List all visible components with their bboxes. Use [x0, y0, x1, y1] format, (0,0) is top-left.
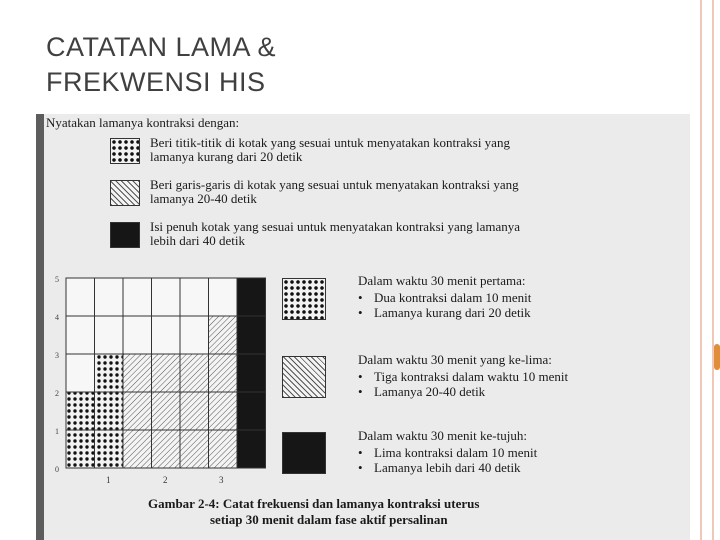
grid-cell-empty: [180, 316, 209, 354]
grid-cell-filled-dots: [95, 392, 124, 430]
example-bullet: • Lamanya kurang dari 20 detik: [358, 305, 531, 320]
example-block-first: [358, 273, 531, 320]
example-block-seventh: [358, 428, 537, 475]
grid-cell-empty: [66, 316, 95, 354]
grid-cell-filled-solid: [237, 316, 266, 354]
example-block-fifth: [358, 352, 568, 399]
grid-cell-filled-solid: [237, 354, 266, 392]
grid-x-label: 2: [163, 475, 168, 485]
grid-cell-filled-hatch: [209, 392, 238, 430]
figure-caption-line-2: setiap 30 menit dalam fase aktif persalinan: [210, 512, 448, 527]
example-bullet: • Lamanya 20-40 detik: [358, 384, 486, 399]
slide-title-line-2: FREKWENSI HIS: [46, 67, 266, 97]
legend-text-line: lamanya kurang dari 20 detik: [150, 149, 303, 164]
grid-cell-filled-hatch: [180, 430, 209, 468]
example-bullet: • Dua kontraksi dalam 10 menit: [358, 290, 532, 305]
grid-x-label: 3: [219, 475, 224, 485]
grid-cell-filled-hatch: [152, 392, 181, 430]
grid-cell-filled-hatch: [123, 354, 152, 392]
grid-cell-empty: [66, 354, 95, 392]
grid-cell-filled-hatch: [180, 392, 209, 430]
grid-x-label: 1: [106, 475, 111, 485]
example-swatch-hatched: [282, 356, 326, 398]
grid-cell-filled-dots: [95, 430, 124, 468]
example-bullet: • Lamanya lebih dari 40 detik: [358, 460, 521, 475]
slide-accent-mark: [714, 344, 720, 370]
grid-cell-filled-solid: [237, 278, 266, 316]
grid-cell-empty: [152, 278, 181, 316]
scanned-figure: [36, 114, 690, 540]
legend-text-line: lamanya 20-40 detik: [150, 191, 257, 206]
slide-title-line-1: CATATAN LAMA &: [46, 32, 277, 62]
grid-cell-empty: [123, 278, 152, 316]
grid-cell-filled-hatch: [152, 354, 181, 392]
grid-cell-filled-solid: [237, 430, 266, 468]
contraction-grid: [36, 114, 690, 540]
figure-intro-text: Nyatakan lamanya kontraksi dengan:: [46, 115, 240, 130]
grid-cell-empty: [95, 316, 124, 354]
grid-cell-filled-dots: [66, 430, 95, 468]
grid-cell-filled-hatch: [209, 316, 238, 354]
grid-cell-filled-hatch: [180, 354, 209, 392]
example-swatch-solid: [282, 432, 326, 474]
slide-title: [46, 30, 466, 100]
grid-y-label: 4: [55, 313, 59, 322]
grid-cell-empty: [66, 278, 95, 316]
grid-cell-filled-hatch: [152, 430, 181, 468]
grid-cell-filled-solid: [237, 392, 266, 430]
grid-y-label: 2: [55, 389, 59, 398]
example-heading: Dalam waktu 30 menit pertama:: [358, 273, 526, 288]
grid-cell-filled-hatch: [123, 392, 152, 430]
grid-cell-empty: [152, 316, 181, 354]
legend-text-line: Isi penuh kotak yang sesuai untuk menyatakan kontraksi yang lamanya: [150, 219, 521, 234]
grid-cell-filled-hatch: [209, 430, 238, 468]
example-bullet: • Lima kontraksi dalam 10 menit: [358, 445, 538, 460]
grid-y-label: 3: [55, 351, 59, 360]
grid-cell-empty: [95, 278, 124, 316]
grid-cell-filled-dots: [66, 392, 95, 430]
slide-frame-border: [700, 0, 714, 540]
figure-caption-line-1: Gambar 2-4: Catat frekuensi dan lamanya kontraksi uterus: [148, 496, 480, 511]
grid-cell-filled-hatch: [209, 354, 238, 392]
grid-cell-empty: [180, 278, 209, 316]
legend-text-line: lebih dari 40 detik: [150, 233, 245, 248]
example-swatch-dotted: [282, 278, 326, 320]
example-bullet: • Tiga kontraksi dalam waktu 10 menit: [358, 369, 569, 384]
grid-y-label: 1: [55, 427, 59, 436]
grid-cell-empty: [123, 316, 152, 354]
grid-cell-filled-dots: [95, 354, 124, 392]
legend-text-line: Beri garis-garis di kotak yang sesuai untuk menyatakan kontraksi yang: [150, 177, 519, 192]
example-heading: Dalam waktu 30 menit yang ke-lima:: [358, 352, 552, 367]
grid-y-label: 0: [55, 465, 59, 474]
grid-y-label: 5: [55, 275, 59, 284]
grid-cell-filled-hatch: [123, 430, 152, 468]
legend-text-line: Beri titik-titik di kotak yang sesuai untuk menyatakan kontraksi yang: [150, 135, 510, 150]
grid-cell-empty: [209, 278, 238, 316]
example-heading: Dalam waktu 30 menit ke-tujuh:: [358, 428, 527, 443]
figure-caption: [148, 496, 479, 528]
